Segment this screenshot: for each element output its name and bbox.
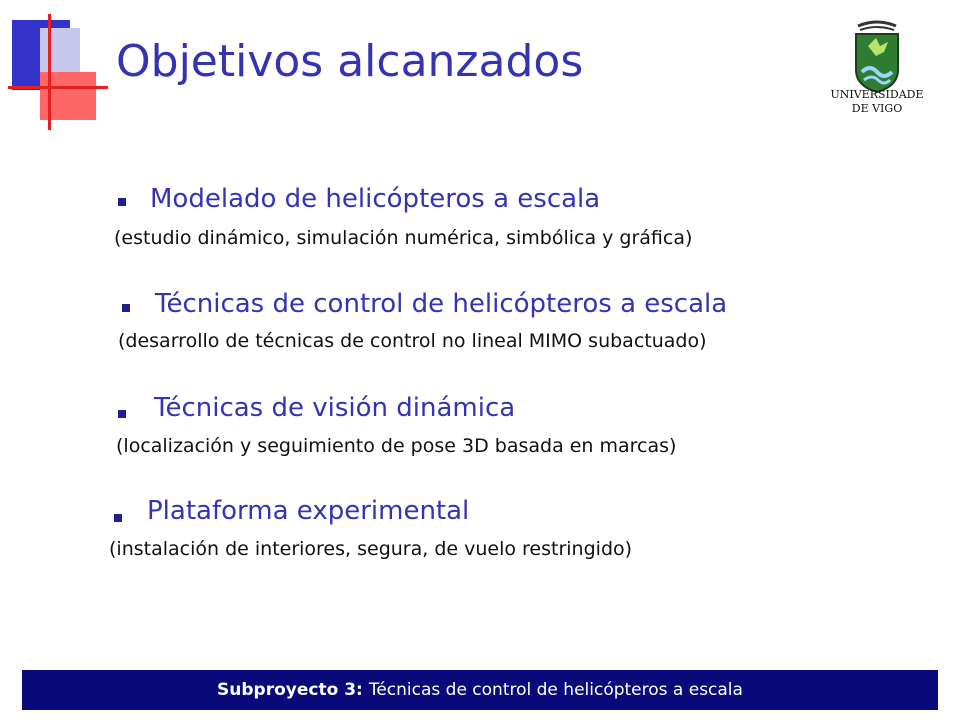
- objective-detail-1: (estudio dinámico, simulación numérica, simbólica y gráfica): [114, 227, 693, 249]
- bullet-icon: [114, 514, 122, 522]
- footer-label: Subproyecto 3:: [217, 680, 363, 700]
- university-name-line2: DE VIGO: [851, 102, 903, 115]
- university-name: [822, 88, 932, 116]
- slide-title: Objetivos alcanzados: [116, 36, 584, 87]
- deco-red-horizontal-line: [8, 86, 108, 89]
- bullet-icon: [118, 198, 126, 206]
- objective-detail-2: (desarrollo de técnicas de control no lineal MIMO subactuado): [118, 330, 707, 352]
- objective-heading-4: Plataforma experimental: [147, 496, 470, 526]
- objective-detail-4: (instalación de interiores, segura, de vuelo restringido): [109, 538, 633, 560]
- objective-heading-1: Modelado de helicópteros a escala: [150, 184, 601, 214]
- objective-heading-2: Técnicas de control de helicópteros a escala: [155, 289, 728, 319]
- deco-red-vertical-line: [48, 14, 51, 130]
- objective-detail-3: (localización y seguimiento de pose 3D basada en marcas): [116, 435, 677, 457]
- deco-lightblue-square: [40, 28, 80, 78]
- footer-text: Técnicas de control de helicópteros a escala: [368, 680, 743, 700]
- bullet-icon: [118, 410, 126, 418]
- bullet-icon: [122, 304, 130, 312]
- objective-heading-3: Técnicas de visión dinámica: [154, 393, 516, 423]
- footer-bar: [22, 670, 938, 710]
- university-name-line1: UNIVERSIDADE: [830, 88, 924, 101]
